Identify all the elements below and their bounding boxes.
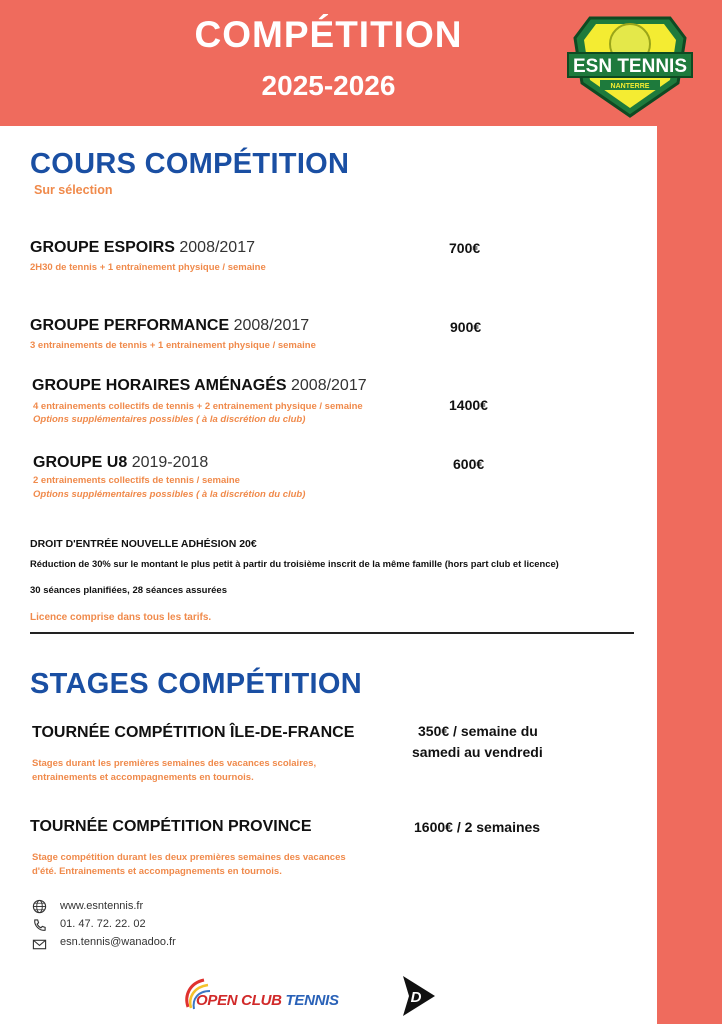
- right-side-band: [657, 126, 722, 1024]
- group-options: Options supplémentaires possibles ( à la discrétion du club): [33, 489, 306, 500]
- logo-text: ESN TENNIS: [572, 56, 688, 77]
- website-link[interactable]: www.esntennis.fr: [60, 900, 144, 912]
- stage-price: samedi au vendredi: [412, 744, 543, 760]
- section-divider: [30, 632, 634, 634]
- group-price: 700€: [449, 240, 481, 256]
- cours-heading: COURS COMPÉTITION: [30, 148, 350, 180]
- group-options: Options supplémentaires possibles ( à la discrétion du club): [33, 414, 306, 425]
- phone-icon: [32, 918, 47, 933]
- stage-description: entrainements et accompagnements en tournois.: [32, 772, 254, 783]
- entry-fee: DROIT D'ENTRÉE NOUVELLE ADHÉSION 20€: [30, 538, 257, 550]
- email-link[interactable]: esn.tennis@wanadoo.fr: [60, 936, 176, 948]
- svg-text:D: D: [410, 989, 422, 1006]
- mail-icon: [32, 937, 47, 952]
- group-title: GROUPE U8 2019-2018: [33, 454, 209, 471]
- group-description: 2 entrainements collectifs de tennis / semaine: [33, 475, 240, 486]
- globe-icon: [32, 899, 47, 914]
- dunlop-logo: [399, 974, 439, 1018]
- season-title: 2025-2026: [261, 70, 396, 101]
- group-price: 900€: [450, 319, 482, 335]
- open-club-tennis-logo: OPEN CLUB TENNIS: [196, 992, 339, 1009]
- license-info: Licence comprise dans tous les tarifs.: [30, 612, 212, 623]
- family-discount: Réduction de 30% sur le montant le plus petit à partir du troisième inscrit de la même famille (hors part club et licence): [30, 558, 559, 569]
- group-description: 4 entrainements collectifs de tennis + 2 entrainement physique / semaine: [33, 401, 363, 412]
- phone-number: 01. 47. 72. 22. 02: [60, 918, 146, 930]
- stage-title: TOURNÉE COMPÉTITION ÎLE-DE-FRANCE: [32, 724, 355, 741]
- page-title: COMPÉTITION: [194, 14, 463, 55]
- group-description: 3 entrainements de tennis + 1 entrainement physique / semaine: [30, 340, 316, 351]
- group-title: GROUPE HORAIRES AMÉNAGÉS 2008/2017: [32, 377, 367, 394]
- group-description: 2H30 de tennis + 1 entraînement physique / semaine: [30, 262, 266, 273]
- stages-heading: STAGES COMPÉTITION: [30, 668, 362, 700]
- stage-description: d'été. Entrainements et accompagnements en tournois.: [32, 866, 282, 877]
- group-price: 1400€: [449, 397, 488, 413]
- cours-subheading: Sur sélection: [34, 183, 113, 197]
- stage-description: Stage compétition durant les deux premières semaines des vacances: [32, 852, 346, 863]
- stage-title: TOURNÉE COMPÉTITION PROVINCE: [30, 818, 312, 835]
- group-price: 600€: [453, 456, 485, 472]
- group-title: GROUPE ESPOIRS 2008/2017: [30, 239, 255, 256]
- stage-price: 350€ / semaine du: [418, 723, 538, 739]
- stage-price: 1600€ / 2 semaines: [414, 819, 541, 835]
- sessions-info: 30 séances planifiées, 28 séances assurées: [30, 585, 227, 596]
- group-title: GROUPE PERFORMANCE 2008/2017: [30, 317, 310, 334]
- stage-description: Stages durant les premières semaines des vacances scolaires,: [32, 758, 317, 769]
- logo-subtext: NANTERRE: [610, 83, 650, 90]
- esn-tennis-logo: [560, 8, 700, 120]
